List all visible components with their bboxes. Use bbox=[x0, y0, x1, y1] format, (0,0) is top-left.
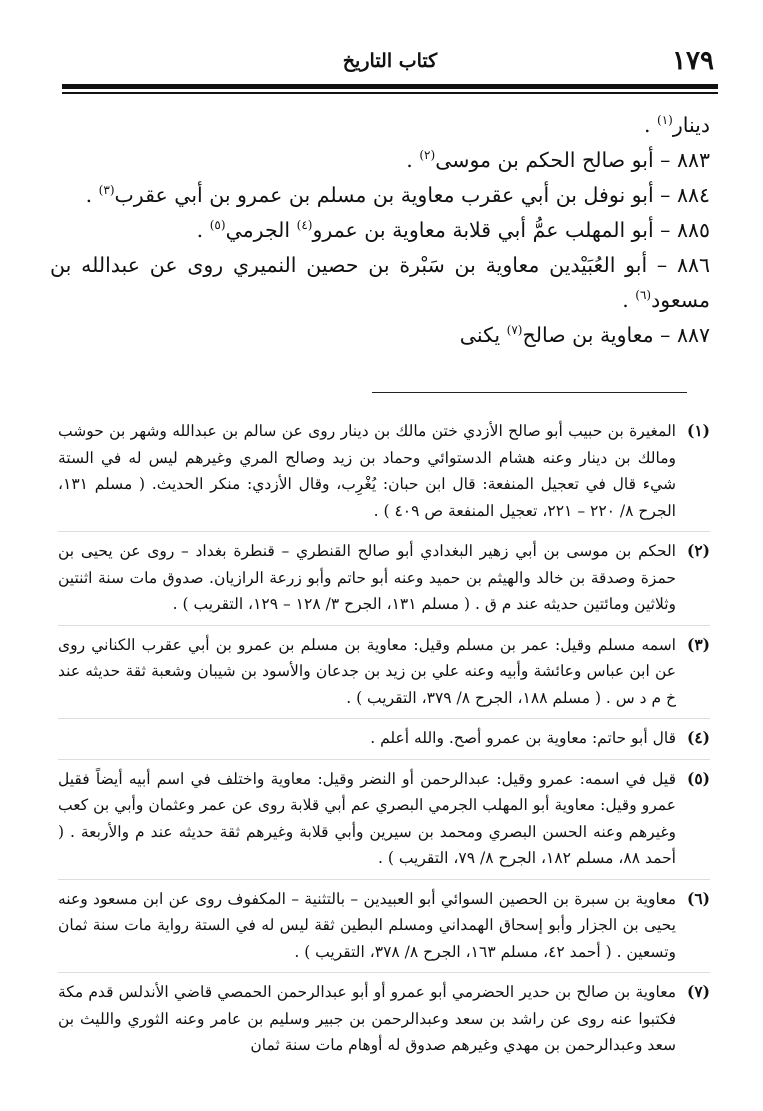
footnote bbox=[58, 725, 710, 760]
footnote-text: قال أبو حاتم: معاوية بن عمرو أصح. والله أعلم . bbox=[370, 729, 676, 747]
entry-tail: . bbox=[622, 288, 629, 312]
entry bbox=[50, 318, 710, 353]
entry-tail: . bbox=[643, 113, 651, 137]
entry bbox=[50, 248, 710, 318]
footnote-marker: (٢) bbox=[686, 541, 710, 560]
running-title: كتاب التاريخ bbox=[342, 50, 438, 72]
footnote-text: معاوية بن صالح بن حدير الحضرمي أبو عمرو أو أبو عبدالرحمن الحمصي قاضي الأندلس قدم مكة فكتبوا عنه روى عن راشد بن سعد وعبدالرحمن بن جبير وسليم بن عامر وعنه الثوري والليث بن سعد وعبدالرحمن بن مهدي وغيرهم صدوق له أوهام مات سنة ثمان bbox=[58, 983, 676, 1054]
footnote-ref: (٧) bbox=[506, 323, 523, 338]
footnote-marker: (١) bbox=[686, 421, 710, 440]
footnote bbox=[58, 886, 710, 974]
footnote-text: المغيرة بن حبيب أبو صالح الأزدي ختن مالك بن دينار روى عن سالم بن عبدالله وشهر بن حوشب ومالك بن دينار وعنه هشام الدستوائي وحماد بن زيد وصالح المري وغيرهم ليس له في الستة شيء قال في تعجيل المنفعة: قال ابن حبان: يُغْرِب، وقال الأزدي: منكر الحديث. ( مسلم ١٣١، الجرح ٨/ ٢٢٠ – ٢٢١، تعجيل المنفعة ص ٤٠٩ ) . bbox=[58, 422, 676, 520]
footnote-ref: (٤) bbox=[296, 218, 313, 233]
entry-tail: . bbox=[85, 183, 93, 207]
footnote-marker: (٣) bbox=[686, 634, 710, 654]
entry bbox=[50, 213, 710, 248]
entry-text: ٨٨٥ – أبو المهلب عمُّ أبي قلابة معاوية بن عمرو bbox=[312, 218, 710, 242]
entry-text-secondary: الجرمي bbox=[225, 218, 291, 242]
footnote-text: اسمه مسلم وقيل: عمر بن مسلم وقيل: معاوية بن مسلم بن عمرو بن أبي عقرب الكناني روى عن ابن عباس وعائشة وأبيه وعنه علي بن زيد بن جدعان والأسود بن شيبان وشعبة ثقة حديثه عند خ م د س . ( مسلم ١٨٨، الجرح ٨/ ٣٧٩، التقريب ) . bbox=[58, 635, 676, 707]
footnote-ref: (٥) bbox=[209, 218, 226, 233]
entry-text: دينار bbox=[672, 113, 710, 137]
page-number: ١٧٩ bbox=[672, 46, 714, 76]
footnote bbox=[58, 632, 710, 720]
footnote bbox=[58, 979, 710, 1066]
entries-list bbox=[50, 108, 710, 353]
footnote-marker: (٤) bbox=[686, 728, 710, 747]
footnote-ref: (١) bbox=[657, 113, 673, 128]
entry-tail: . bbox=[196, 218, 204, 242]
entry-text: ٨٨٧ – معاوية بن صالح bbox=[522, 323, 710, 347]
footnote-text: الحكم بن موسى بن أبي زهير البغدادي أبو صالح القنطري – قنطرة بغداد – روى عن يحيى بن حمزة وصدقة بن خالد والهيثم بن حميد وعنه أبو حاتم وأبو زرعة الرازيان. صدوق مات سنة اثنتين وثلاثين ومائتين حديثه عند م ق . ( مسلم ١٣١، الجرح ٣/ ١٢٨ – ١٢٩، التقريب ) . bbox=[58, 542, 676, 613]
entry-tail: يكنى bbox=[459, 323, 501, 347]
entry-text: ٨٨٤ – أبو نوفل بن أبي عقرب معاوية بن مسلم بن عمرو بن أبي عقرب bbox=[114, 183, 710, 207]
footnote-marker: (٥) bbox=[686, 768, 710, 788]
entry bbox=[50, 108, 710, 143]
footnote-marker: (٦) bbox=[686, 888, 710, 908]
header-rule-thick bbox=[62, 84, 718, 89]
footnote-ref: (٦) bbox=[635, 288, 652, 303]
entry bbox=[50, 178, 710, 213]
page-header bbox=[62, 40, 718, 80]
footnote bbox=[58, 418, 710, 532]
footnotes-list bbox=[58, 418, 710, 1072]
entry bbox=[50, 143, 710, 178]
footnote-ref: (٢) bbox=[419, 148, 436, 163]
footnote-text: قيل في اسمه: عمرو وقيل: عبدالرحمن أو النضر وقيل: معاوية واختلف في اسم أبيه أيضاً فقيل عمرو وقيل: معاوية أبو المهلب الجرمي البصري عم أبي قلابة روى عن عمر وعثمان وأبي بن كعب وغيرهم وعنه الحسن البصري ومحمد بن سيرين وأبي قلابة وغيرهم ثقة حديثه عند م والأربعة . ( أحمد ٨٨، مسلم ١٨٢، الجرح ٨/ ٧٩، التقريب ) . bbox=[58, 769, 676, 867]
entry-tail: . bbox=[406, 148, 413, 172]
footnote bbox=[58, 766, 710, 880]
footnote-ref: (٣) bbox=[98, 183, 115, 198]
entry-text: ٨٨٣ – أبو صالح الحكم بن موسى bbox=[435, 148, 710, 172]
entry-text: ٨٨٦ – أبو العُبَيْدين معاوية بن سَبْرة بن حصين النميري روى عن عبدالله بن مسعود bbox=[50, 253, 710, 312]
footnote-separator bbox=[372, 392, 687, 393]
footnote-marker: (٧) bbox=[686, 982, 710, 1001]
header-rule-thin bbox=[62, 92, 718, 94]
footnote-text: معاوية بن سبرة بن الحصين السوائي أبو العبيدين – بالتثنية – المكفوف روى عن ابن مسعود وعنه يحيى بن الجزار وأبو إسحاق الهمداني ومسلم البطين ثقة ليس له في الستة رواية مات سنة ثمان وتسعين . ( أحمد ٤٢، مسلم ١٦٣، الجرح ٨/ ٣٧٨، التقريب ) . bbox=[58, 889, 676, 961]
footnote bbox=[58, 538, 710, 626]
